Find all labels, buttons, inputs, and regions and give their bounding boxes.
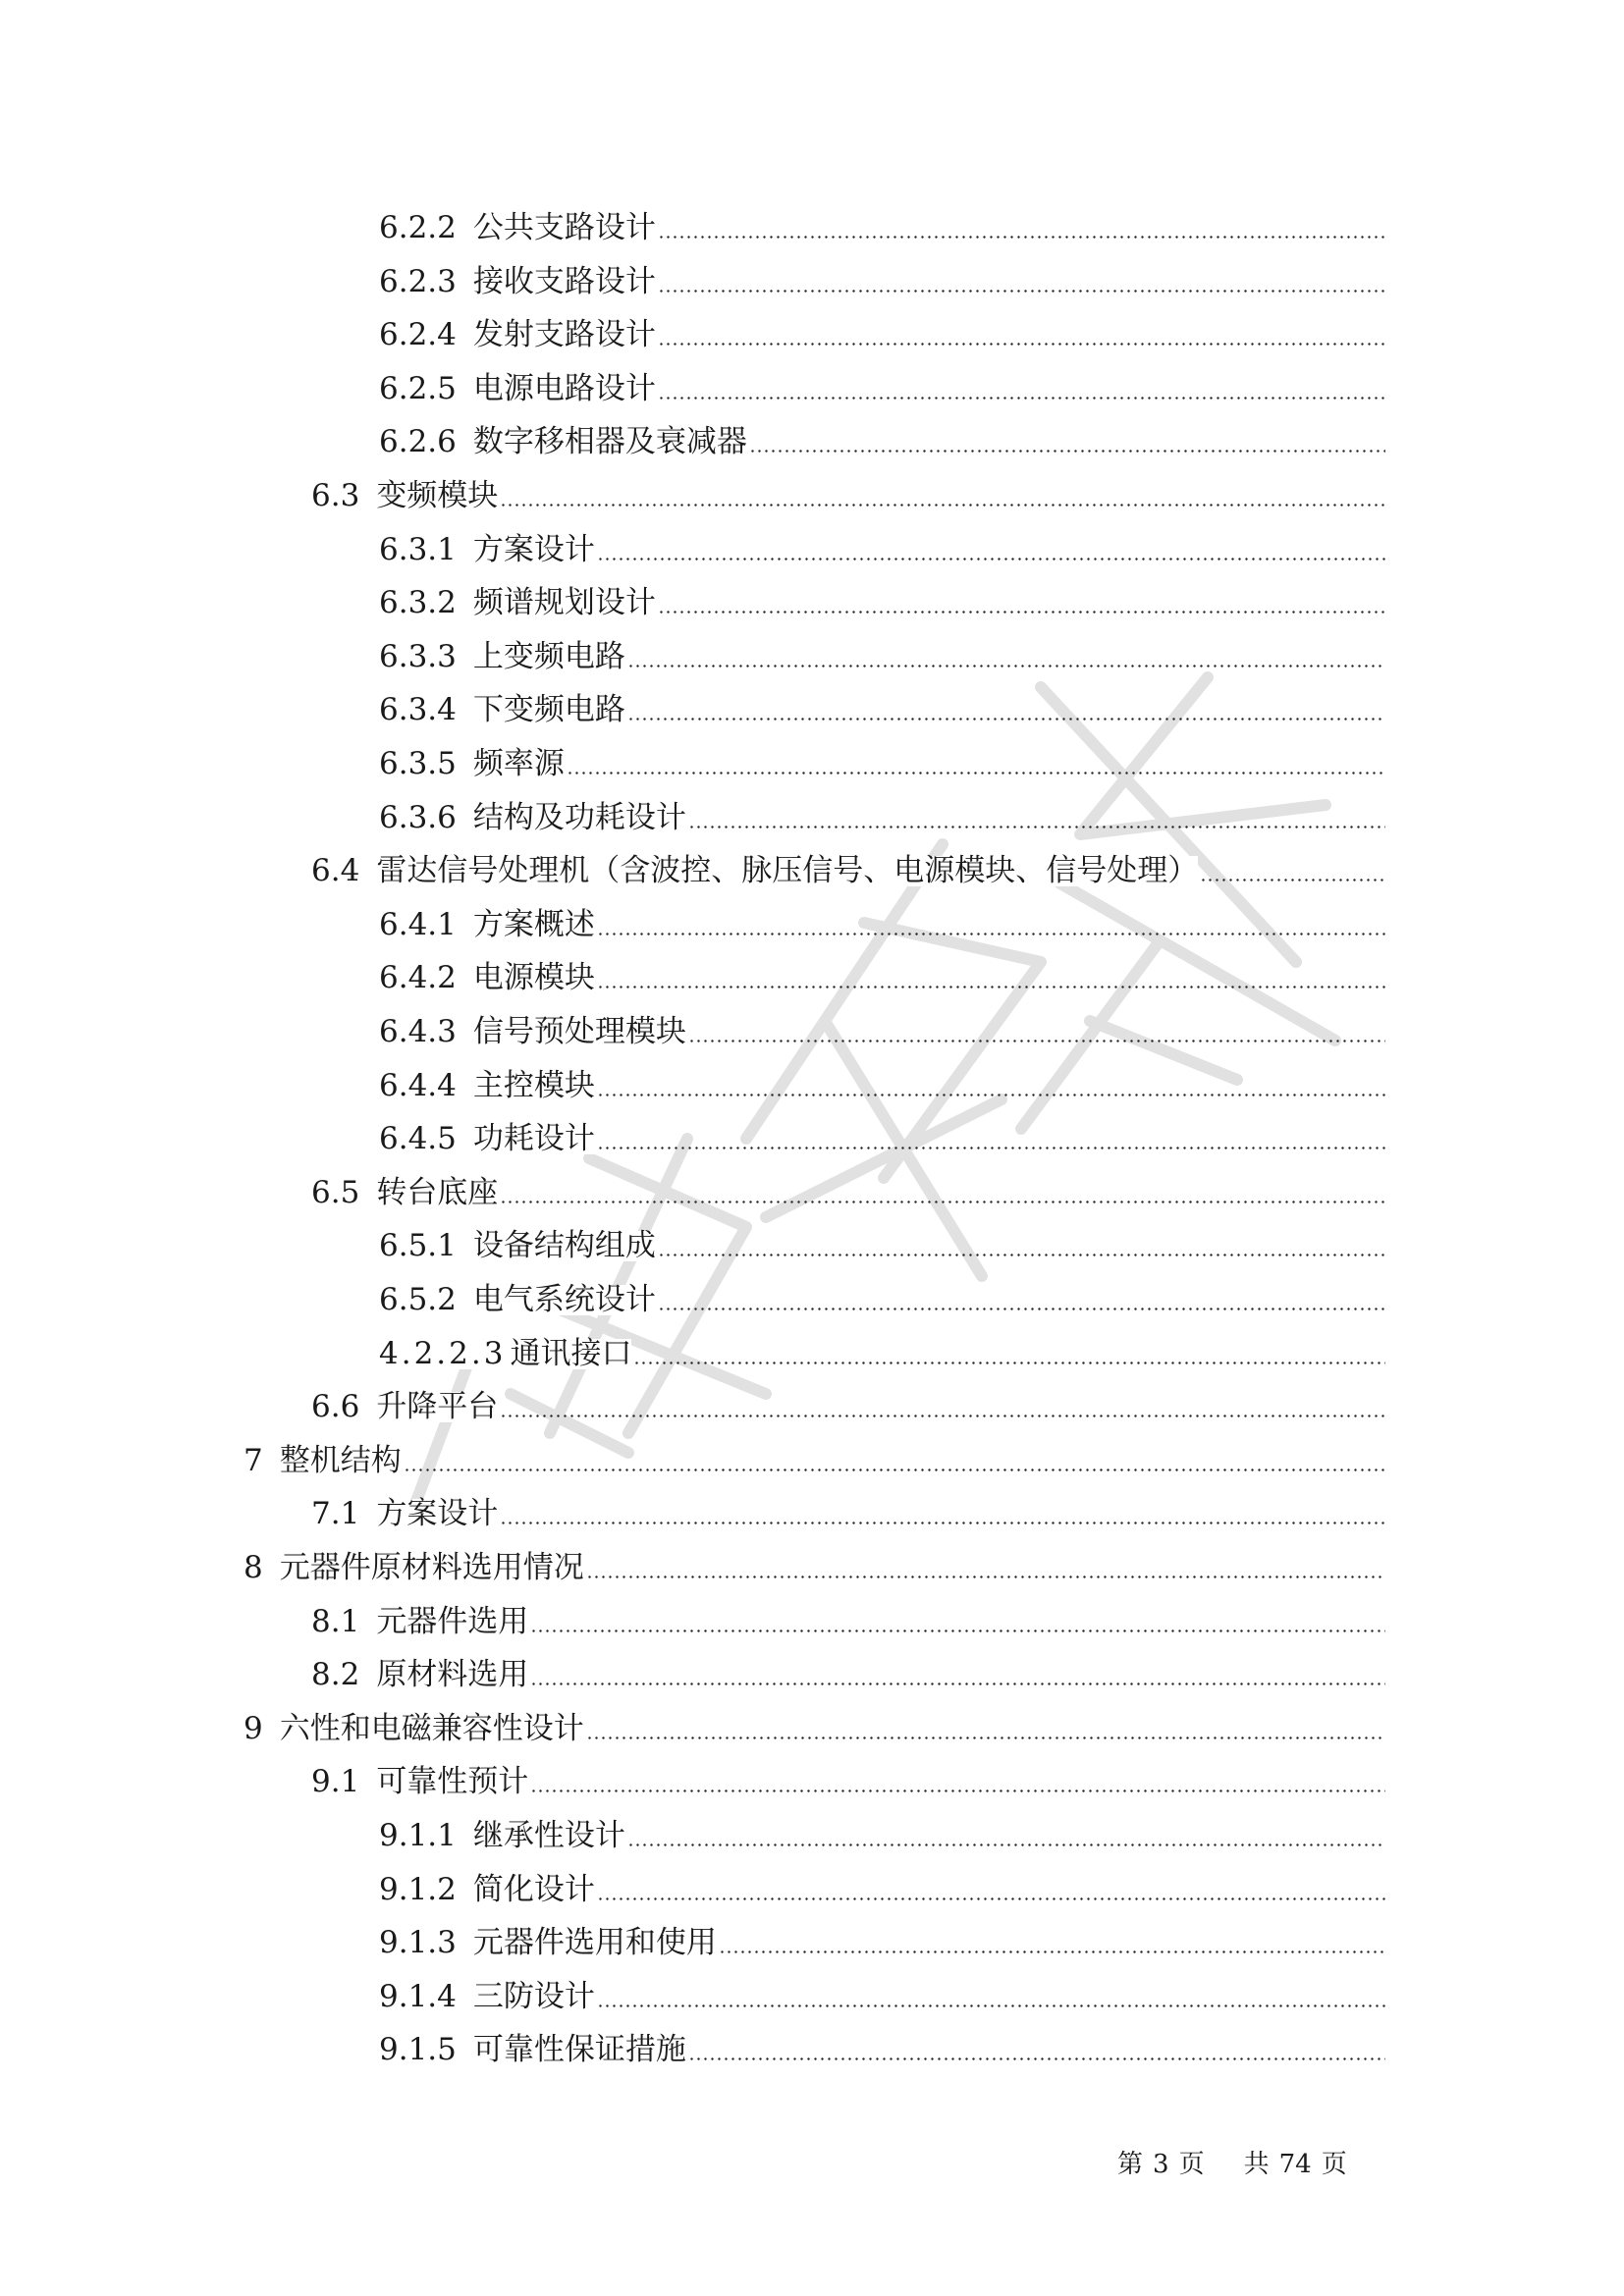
toc-entry-title: 转台底座 xyxy=(376,1174,499,1210)
toc-entry-number: 6.3 xyxy=(311,481,376,511)
toc-entry-number: 7 xyxy=(244,1446,280,1476)
page-label-prefix: 第 xyxy=(1117,2150,1144,2179)
toc-dot-leader xyxy=(627,718,1385,721)
toc-dot-leader xyxy=(658,1308,1385,1310)
toc-entry-title: 可靠性预计 xyxy=(376,1764,529,1800)
toc-entry-number: 6.6 xyxy=(311,1392,376,1422)
toc-entry-title: 简化设计 xyxy=(472,1871,595,1907)
toc-entry[interactable] xyxy=(311,1651,1385,1693)
toc-entry[interactable] xyxy=(244,1544,1385,1583)
toc-entry-number: 6.4.1 xyxy=(379,910,473,940)
toc-entry-title: 频谱规划设计 xyxy=(472,585,656,621)
toc-entry[interactable] xyxy=(379,1062,1385,1101)
toc-entry[interactable] xyxy=(311,1598,1385,1637)
toc-entry-number: 6.4.4 xyxy=(379,1071,473,1101)
toc-dot-leader xyxy=(1200,879,1385,881)
toc-entry-title: 可靠性保证措施 xyxy=(472,2032,686,2068)
toc-entry-title: 设备结构组成 xyxy=(472,1228,656,1264)
toc-entry[interactable] xyxy=(379,1866,1385,1905)
toc-dot-leader xyxy=(586,1575,1385,1578)
toc-entry[interactable] xyxy=(379,579,1385,621)
toc-entry-number: 6.3.2 xyxy=(379,588,473,618)
toc-entry[interactable] xyxy=(379,794,1385,833)
toc-entry-title: 公共支路设计 xyxy=(472,210,656,245)
toc-entry-title: 信号预处理模块 xyxy=(472,1014,686,1049)
toc-entry-number: 6.2.5 xyxy=(379,374,473,404)
toc-entry-number: 9 xyxy=(244,1714,280,1744)
toc-entry[interactable] xyxy=(379,526,1385,565)
toc-dot-leader xyxy=(530,1682,1385,1685)
toc-entry-title: 接收支路设计 xyxy=(472,263,656,299)
toc-entry-number: 8.1 xyxy=(311,1607,376,1637)
toc-entry-number: 8.2 xyxy=(311,1660,376,1690)
toc-entry-number: 6.4.5 xyxy=(379,1124,473,1154)
toc-entry-number: 7.1 xyxy=(311,1499,376,1529)
toc-entry-number: 6.3.1 xyxy=(379,535,473,565)
toc-dot-leader xyxy=(749,450,1385,453)
toc-dot-leader xyxy=(597,986,1385,988)
toc-dot-leader xyxy=(627,665,1385,667)
toc-entry-number: 6.3.3 xyxy=(379,642,473,672)
toc-entry[interactable] xyxy=(379,365,1385,404)
toc-entry[interactable] xyxy=(311,847,1385,889)
toc-entry-title: 方案设计 xyxy=(472,531,595,567)
toc-entry-number: 6.4 xyxy=(311,856,376,886)
toc-entry-title: 整机结构 xyxy=(279,1442,402,1478)
toc-entry[interactable] xyxy=(379,258,1385,297)
toc-entry-number: 6.2.2 xyxy=(379,213,473,243)
toc-entry-number: 6.3.4 xyxy=(379,695,473,725)
toc-dot-leader xyxy=(500,1522,1385,1524)
toc-entry-title: 通讯接口 xyxy=(510,1335,632,1371)
toc-entry-title: 六性和电磁兼容性设计 xyxy=(279,1710,584,1746)
toc-entry[interactable] xyxy=(379,204,1385,243)
toc-entry-title: 元器件选用和使用 xyxy=(472,1925,717,1961)
toc-dot-leader xyxy=(597,1147,1385,1149)
toc-entry[interactable] xyxy=(244,1705,1385,1744)
toc-entry-title: 电源模块 xyxy=(472,960,595,996)
toc-dot-leader xyxy=(530,1789,1385,1792)
toc-entry[interactable] xyxy=(379,1008,1385,1047)
toc-dot-leader xyxy=(597,1094,1385,1096)
toc-entry-title: 方案概述 xyxy=(472,906,595,942)
toc-entry-number: 9.1 xyxy=(311,1767,376,1797)
toc-dot-leader xyxy=(719,1950,1385,1953)
toc-dot-leader xyxy=(658,290,1385,293)
toc-dot-leader xyxy=(404,1468,1385,1471)
page-label-suffix: 页 xyxy=(1178,2150,1205,2179)
toc-entry-number: 6.5.2 xyxy=(379,1285,473,1315)
total-label-suffix: 页 xyxy=(1321,2150,1347,2179)
toc-entry[interactable] xyxy=(379,1330,1385,1369)
toc-entry[interactable] xyxy=(379,740,1385,779)
toc-entry[interactable] xyxy=(379,1115,1385,1157)
toc-entry-number: 6.4.3 xyxy=(379,1017,473,1047)
toc-entry[interactable] xyxy=(379,686,1385,728)
toc-entry[interactable] xyxy=(379,954,1385,996)
toc-entry[interactable] xyxy=(379,1919,1385,1961)
toc-entry-number: 6.2.4 xyxy=(379,320,473,350)
toc-dot-leader xyxy=(597,1897,1385,1900)
toc-entry-number: 6.4.2 xyxy=(379,963,473,993)
toc-entry-title: 变频模块 xyxy=(376,478,499,513)
toc-entry-number: 4.2.2.3 xyxy=(379,1339,510,1369)
toc-entry-title: 频率源 xyxy=(472,746,565,781)
toc-entry-number: 9.1.2 xyxy=(379,1875,473,1905)
toc-entry-title: 功耗设计 xyxy=(472,1121,595,1157)
toc-dot-leader xyxy=(658,1254,1385,1256)
toc-dot-leader xyxy=(567,772,1385,774)
toc-entry-number: 9.1.1 xyxy=(379,1821,473,1851)
toc-dot-leader xyxy=(658,611,1385,614)
toc-dot-leader xyxy=(658,343,1385,346)
toc-entry[interactable] xyxy=(379,311,1385,353)
toc-dot-leader xyxy=(627,1843,1385,1846)
toc-entry-number: 8 xyxy=(244,1553,280,1583)
toc-entry-number: 6.3.6 xyxy=(379,803,473,833)
toc-entry-title: 三防设计 xyxy=(472,1978,595,2014)
toc-entry-title: 升降平台 xyxy=(376,1389,499,1425)
toc-entry-number: 9.1.3 xyxy=(379,1928,473,1958)
toc-dot-leader xyxy=(500,504,1385,507)
toc-entry[interactable] xyxy=(379,418,1385,460)
toc-dot-leader xyxy=(500,1201,1385,1203)
toc-entry[interactable] xyxy=(379,1812,1385,1851)
toc-entry-number: 6.5 xyxy=(311,1178,376,1208)
toc-entry[interactable] xyxy=(379,633,1385,672)
toc-entry-title: 继承性设计 xyxy=(472,1818,625,1853)
toc-dot-leader xyxy=(597,2004,1385,2007)
toc-entry[interactable] xyxy=(311,472,1385,511)
toc-entry-title: 元器件原材料选用情况 xyxy=(279,1550,584,1585)
toc-entry[interactable] xyxy=(379,1973,1385,2012)
toc-dot-leader xyxy=(597,933,1385,935)
toc-entry-number: 9.1.4 xyxy=(379,1982,473,2012)
toc-dot-leader xyxy=(688,1040,1385,1042)
toc-entry[interactable] xyxy=(379,901,1385,940)
toc-entry[interactable] xyxy=(311,1169,1385,1208)
toc-entry-title: 上变频电路 xyxy=(472,638,625,674)
toc-entry-title: 雷达信号处理机（含波控、脉压信号、电源模块、信号处理） xyxy=(376,853,1199,889)
toc-entry-number: 6.3.5 xyxy=(379,749,473,779)
toc-entry[interactable] xyxy=(379,1222,1385,1264)
toc-entry-number: 6.2.6 xyxy=(379,427,473,457)
toc-entry-title: 元器件选用 xyxy=(376,1603,529,1639)
toc-entry-title: 结构及功耗设计 xyxy=(472,799,686,835)
toc-dot-leader xyxy=(688,2057,1385,2060)
toc-entry-title: 方案设计 xyxy=(376,1496,499,1532)
toc-entry-number: 9.1.5 xyxy=(379,2035,473,2065)
toc-dot-leader xyxy=(658,236,1385,239)
toc-entry-number: 6.2.3 xyxy=(379,267,473,297)
toc-entry-title: 主控模块 xyxy=(472,1067,595,1103)
toc-entry-title: 数字移相器及衰减器 xyxy=(472,424,747,460)
toc-entry[interactable] xyxy=(311,1490,1385,1532)
toc-entry-number: 6.5.1 xyxy=(379,1231,473,1261)
toc-dot-leader xyxy=(658,397,1385,400)
toc-entry-title: 原材料选用 xyxy=(376,1657,529,1693)
page-number: 3 xyxy=(1153,2150,1169,2179)
toc-entry-title: 下变频电路 xyxy=(472,692,625,728)
toc-entry[interactable] xyxy=(311,1758,1385,1800)
toc-entry[interactable] xyxy=(379,1276,1385,1315)
toc-dot-leader xyxy=(500,1415,1385,1417)
toc-dot-leader xyxy=(597,558,1385,561)
toc-entry-title: 发射支路设计 xyxy=(472,317,656,353)
total-pages: 74 xyxy=(1278,2150,1312,2179)
toc-dot-leader xyxy=(633,1362,1385,1364)
toc-dot-leader xyxy=(586,1736,1385,1739)
toc-dot-leader xyxy=(530,1629,1385,1632)
toc-entry-title: 电气系统设计 xyxy=(472,1282,656,1317)
toc-entry[interactable] xyxy=(311,1383,1385,1425)
toc-entry[interactable] xyxy=(244,1437,1385,1476)
toc-entry-title: 电源电路设计 xyxy=(472,370,656,406)
total-label-prefix: 共 xyxy=(1243,2150,1270,2179)
toc-entry[interactable] xyxy=(379,2026,1385,2068)
toc-dot-leader xyxy=(688,826,1385,828)
